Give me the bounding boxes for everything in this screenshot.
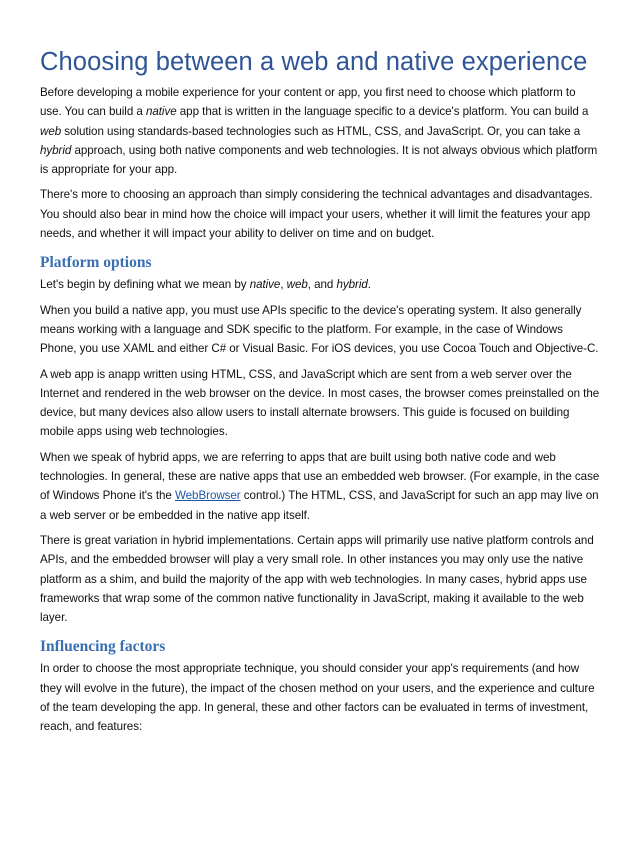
text-run: When you build a native app, you must use APIs specific to the device's operating system. It also generally means working with a language and SDK specific to the platform. For example, in the case of Windows Phone, you use XAML and either C# or Visual Basic. For iOS devices, you use Cocoa Touch and Objective-C. <box>40 303 599 356</box>
document-page <box>40 46 600 743</box>
text-run: There is great variation in hybrid implementations. Certain apps will primarily use native platform controls and APIs, and the embedded browser will play a very small role. In other instances you may only use the native platform as a shim, and build the majority of the app with web technologies. In many cases, hybrid apps use frameworks that wrap some of the common native functionality in JavaScript, making it available to the web layer. <box>40 533 594 625</box>
section-heading: Influencing factors <box>40 638 166 656</box>
body-paragraph <box>40 365 600 442</box>
text-run: Let's begin by defining what we mean by <box>40 278 250 292</box>
body-paragraph <box>40 185 600 243</box>
text-run: solution using standards-based technologies such as HTML, CSS, and JavaScript. Or, you can take a <box>61 124 581 138</box>
text-run: , and <box>307 278 337 292</box>
text-run: In order to choose the most appropriate technique, you should consider your app's requirements (and how they will evolve in the future), the impact of the chosen method on your users, and the experience and culture of the team developing the app. In general, these and other factors can be evaluated in terms of investment, reach, and features: <box>40 662 595 734</box>
body-paragraph <box>40 83 600 179</box>
emphasized-term: hybrid <box>40 143 72 157</box>
text-run: approach, using both native components and web technologies. It is not always obvious which platform is appropriate for your app. <box>40 143 598 177</box>
text-run: A web app is anapp written using HTML, CSS, and JavaScript which are sent from a web server over the Internet and rendered in the web browser on the device. In most cases, the browser comes preinstalled on the device, but many devices also allow users to install alternate browsers. This guide is focused on building mobile apps using web technologies. <box>40 367 600 439</box>
emphasized-term: native <box>145 105 177 119</box>
text-run: When we speak of hybrid apps, we are referring to apps that are built using both native code and web technologies. In general, these are native apps that use an embedded web browser. (For example, in the case of Windows Phone it's the <box>40 450 600 503</box>
section <box>40 637 600 736</box>
emphasized-term: hybrid <box>336 278 368 292</box>
emphasized-term: web <box>40 124 62 138</box>
section-heading: Platform options <box>40 254 152 272</box>
text-run: app that is written in the language specific to a device's platform. You can build a <box>176 105 589 119</box>
emphasized-term: web <box>286 278 308 292</box>
body-paragraph <box>40 448 600 525</box>
body-paragraph <box>40 531 600 627</box>
text-run: , <box>280 278 287 292</box>
emphasized-term: native <box>249 278 281 292</box>
text-run: . <box>367 278 371 292</box>
body-paragraph <box>40 301 600 359</box>
document-sections <box>40 253 600 736</box>
text-run: control.) The HTML, CSS, and JavaScript for such an app may live on a web server or be embedded in the native app itself. <box>40 489 599 522</box>
text-run: Before developing a mobile experience for your content or app, you first need to choose which platform to use. You can build a <box>40 86 576 119</box>
webbrowser-link[interactable]: WebBrowser <box>174 489 241 503</box>
body-paragraph <box>40 659 600 736</box>
body-paragraph <box>40 275 600 294</box>
text-run: There's more to choosing an approach than simply considering the technical advantages and disadvantages. You should also bear in mind how the choice will impact your users, whether it will limit the features your app needs, and whether it will impact your ability to deliver on time and on budget. <box>40 188 593 241</box>
intro-section <box>40 83 600 243</box>
section <box>40 253 600 627</box>
page-title: Choosing between a web and native experience <box>40 48 588 76</box>
